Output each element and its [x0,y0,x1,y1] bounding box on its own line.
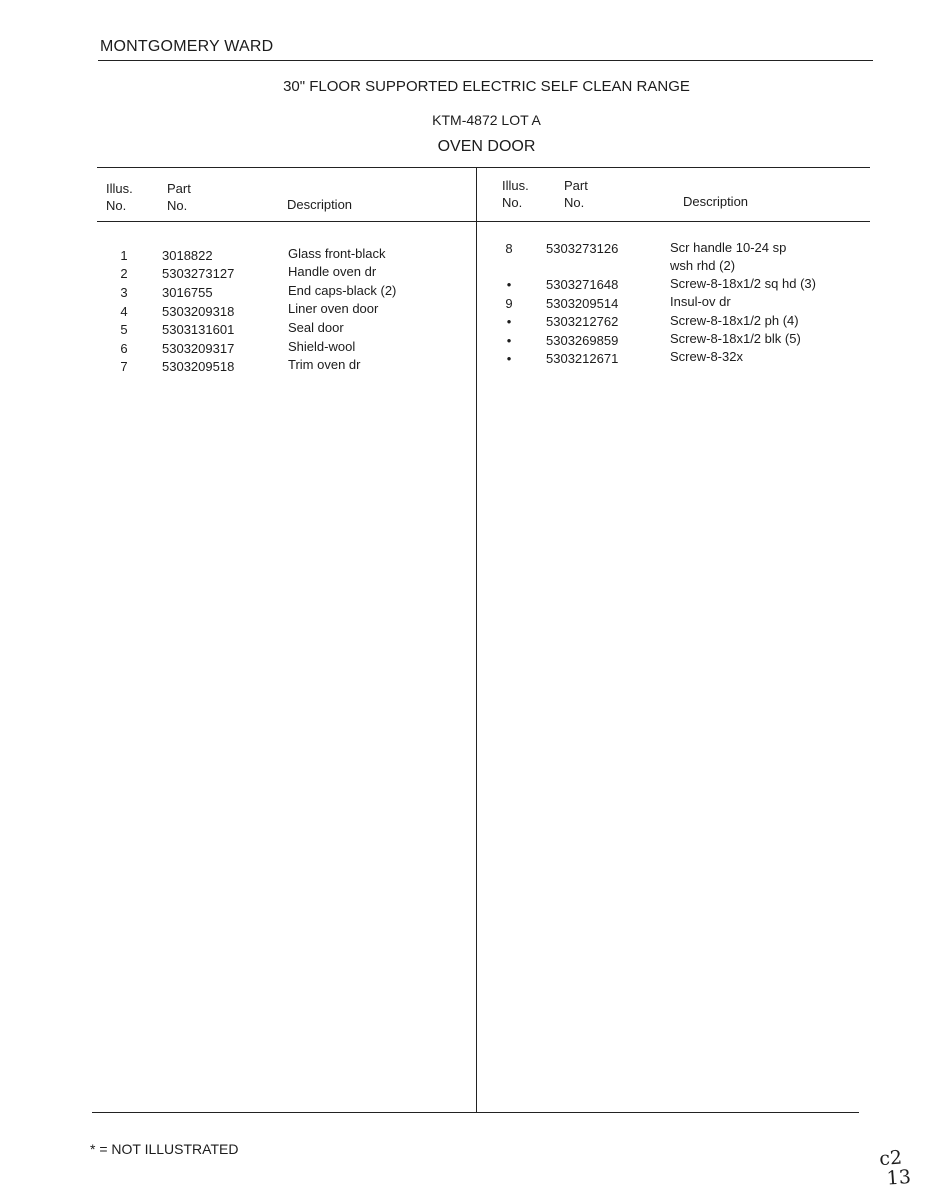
right-row-2-illus: • [506,277,512,292]
left-row-6-desc: Shield-wool [288,339,356,354]
right-row-1-desc: Scr handle 10-24 sp [670,240,787,255]
left-row-6-part: 5303209317 [162,341,235,356]
handwritten-page-mark: c2 13 [878,1146,912,1190]
right-row-1-desc-cont: wsh rhd (2) [670,258,736,273]
right-row-3-part: 5303209514 [546,296,619,311]
left-row-3-part: 3016755 [162,285,213,300]
table-header-rule [97,221,870,222]
right-row-6-illus: • [506,351,512,366]
right-row-4-illus: • [506,314,512,329]
left-part-header: Part No. [167,181,191,213]
left-row-4-illus: 4 [120,304,128,319]
left-row-2-illus: 2 [120,266,128,281]
right-row-1-part: 5303273126 [546,241,619,256]
table-top-rule [97,167,870,168]
right-row-4-part: 5303212762 [546,314,619,329]
right-row-5-illus: • [506,333,512,348]
left-row-5-illus: 5 [120,322,128,337]
footnote: * = NOT ILLUSTRATED [90,1141,239,1157]
right-row-3-desc: Insul-ov dr [670,294,731,309]
left-row-5-part: 5303131601 [162,322,235,337]
left-row-2-part: 5303273127 [162,266,235,281]
left-row-3-desc: End caps-black (2) [288,283,397,298]
right-row-5-desc: Screw-8-18x1/2 blk (5) [670,331,801,346]
right-row-1-illus: 8 [505,241,513,256]
document-title: 30" FLOOR SUPPORTED ELECTRIC SELF CLEAN RANGE [283,78,690,95]
right-row-6-part: 5303212671 [546,351,619,366]
left-row-4-desc: Liner oven door [288,301,379,316]
right-part-header: Part No. [564,178,588,210]
left-row-3-illus: 3 [120,285,128,300]
right-description-header: Description [683,194,749,209]
left-row-7-part: 5303209518 [162,359,235,374]
right-illus-header: Illus. No. [502,178,529,210]
bottom-rule [92,1112,859,1113]
left-row-4-part: 5303209318 [162,304,235,319]
left-row-1-desc: Glass front-black [288,246,386,261]
left-row-1-illus: 1 [120,248,128,263]
right-row-4-desc: Screw-8-18x1/2 ph (4) [670,313,799,328]
left-row-6-illus: 6 [120,341,128,356]
left-row-5-desc: Seal door [288,320,344,335]
right-row-2-part: 5303271648 [546,277,619,292]
right-row-2-desc: Screw-8-18x1/2 sq hd (3) [670,276,816,291]
left-description-header: Description [287,197,353,212]
left-row-1-part: 3018822 [162,248,213,263]
section-title: OVEN DOOR [437,138,536,155]
left-illus-header: Illus. No. [106,181,133,213]
left-row-7-illus: 7 [120,359,128,374]
right-row-3-illus: 9 [505,296,513,311]
left-row-7-desc: Trim oven dr [288,357,361,372]
right-row-5-part: 5303269859 [546,333,619,348]
brand-name: MONTGOMERY WARD [100,38,274,55]
left-row-2-desc: Handle oven dr [288,264,377,279]
model-number: KTM-4872 LOT A [432,112,541,128]
top-rule [98,60,873,61]
column-divider [476,167,477,1113]
right-row-6-desc: Screw-8-32x [670,349,743,364]
